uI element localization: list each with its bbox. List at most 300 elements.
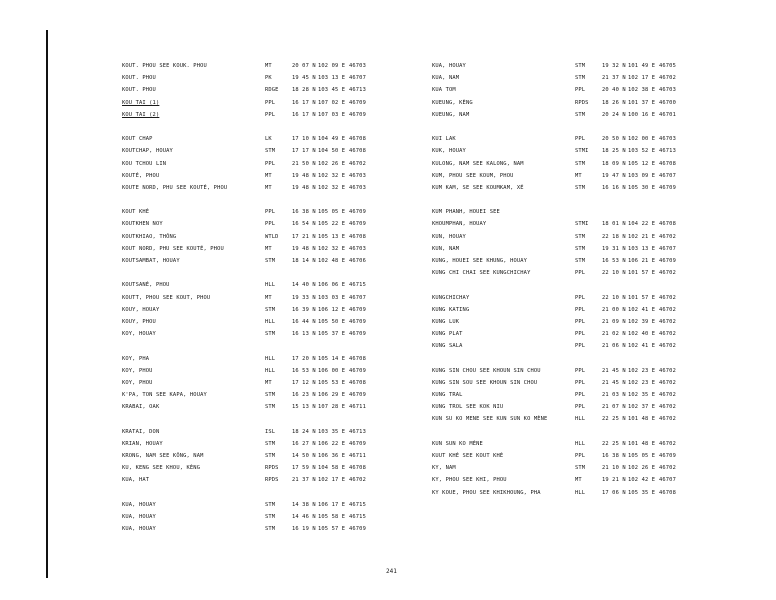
- longitude: 105 50 E: [318, 318, 346, 325]
- longitude: 106 36 E: [318, 453, 346, 459]
- feature-type: HLL: [265, 282, 276, 289]
- place-name: KUNG, HOUEI SEE KHUNG, HOUAY: [432, 258, 528, 264]
- longitude: 102 35 E: [628, 392, 656, 399]
- latitude: 18 28 N: [292, 87, 316, 94]
- map-sheet: 46702: [659, 440, 676, 447]
- place-name: KU, KENG SEE KHOU, KÈNG: [122, 465, 201, 472]
- feature-type: PPL: [575, 367, 586, 374]
- place-name: KOUY, PHOU: [122, 318, 156, 325]
- longitude: 105 14 E: [318, 355, 346, 362]
- map-sheet: 46707: [349, 75, 366, 82]
- latitude: 16 44 N: [292, 318, 316, 325]
- place-name: KUNG SIN SOU SEE KHOUN SIN CHOU: [432, 379, 538, 386]
- latitude: 22 10 N: [602, 294, 626, 301]
- longitude: 104 58 E: [318, 465, 346, 472]
- longitude: 106 12 E: [318, 306, 346, 313]
- gazetteer-entry: [432, 84, 702, 96]
- latitude: 19 32 N: [602, 63, 626, 69]
- place-name: KY KOUE, PHOU SEE KHIKHOUNG, PHA: [432, 489, 541, 496]
- place-name: KOY, PHOU: [122, 379, 153, 386]
- feature-type: STM: [265, 501, 276, 508]
- longitude: 103 13 E: [318, 75, 346, 82]
- place-name: KUN, NAM: [432, 245, 460, 252]
- gazetteer-entry: [432, 231, 702, 243]
- feature-type: STM: [575, 160, 586, 167]
- gazetteer-entry: [122, 511, 392, 523]
- latitude: 21 37 N: [602, 75, 626, 82]
- gazetteer-entry: [432, 401, 702, 413]
- gazetteer-entry: [122, 72, 392, 84]
- feature-type: STM: [575, 233, 586, 240]
- feature-type: HLL: [265, 355, 276, 362]
- place-name: KOUT. PHOU: [122, 87, 156, 94]
- map-sheet: 46709: [349, 306, 366, 313]
- longitude: 102 26 E: [628, 465, 656, 472]
- entry-group-gap: [432, 279, 702, 291]
- feature-type: MT: [265, 245, 272, 252]
- place-name: KHOUMPHAN, HOUAY: [432, 221, 487, 228]
- longitude: 102 32 E: [318, 184, 346, 191]
- left-margin-rule: [46, 30, 48, 578]
- map-sheet: 46703: [659, 136, 676, 143]
- place-name: KOUT. PHOU SEE KOUK. PHOU: [122, 63, 207, 69]
- longitude: 102 48 E: [318, 258, 346, 264]
- gazetteer-entry: [122, 389, 392, 401]
- map-sheet: 46703: [659, 87, 676, 94]
- longitude: 107 03 E: [318, 111, 346, 118]
- feature-type: STM: [575, 465, 586, 472]
- place-name: KOUTKHEN NOY: [122, 221, 163, 228]
- place-name: KUA, HOUAY: [122, 526, 156, 533]
- map-sheet: 46713: [349, 87, 366, 94]
- place-name: KOUY, HOUAY: [122, 306, 160, 313]
- gazetteer-entry: [432, 450, 702, 462]
- place-name: KUK, HOUAY: [432, 148, 466, 155]
- entry-group-gap: [122, 194, 392, 206]
- latitude: 17 10 N: [292, 136, 316, 143]
- latitude: 18 25 N: [602, 148, 626, 155]
- latitude: 15 13 N: [292, 404, 316, 411]
- gazetteer-entry: [432, 438, 702, 450]
- latitude: 16 38 N: [292, 209, 316, 216]
- feature-type: LK: [265, 136, 272, 143]
- feature-type: HLL: [575, 489, 586, 496]
- feature-type: STM: [265, 148, 276, 155]
- gazetteer-entry: [122, 328, 392, 340]
- longitude: 106 21 E: [628, 258, 656, 264]
- gazetteer-column-right: [432, 60, 702, 499]
- gazetteer-entry: [432, 72, 702, 84]
- map-sheet: 46702: [659, 416, 676, 423]
- entry-group-gap: [432, 426, 702, 438]
- latitude: 16 16 N: [602, 184, 626, 191]
- feature-type: PPL: [575, 453, 586, 459]
- gazetteer-entry: [122, 170, 392, 182]
- map-sheet: 46709: [659, 453, 676, 459]
- place-name: KRONG, NAM SEE KÔNG, NAM: [122, 453, 204, 459]
- place-name: KOUTT, PHOU SEE KOUT, PHOU: [122, 294, 211, 301]
- feature-type: PPL: [575, 379, 586, 386]
- latitude: 16 13 N: [292, 331, 316, 338]
- latitude: 20 24 N: [602, 111, 626, 118]
- gazetteer-entry: [122, 377, 392, 389]
- gazetteer-entry: [432, 474, 702, 486]
- gazetteer-entry: [122, 145, 392, 157]
- map-sheet: 46702: [659, 343, 676, 350]
- longitude: 102 23 E: [628, 367, 656, 374]
- longitude: 103 09 E: [628, 172, 656, 179]
- place-name: KUM, PHOU SEE KOUM, PHOU: [432, 172, 514, 179]
- latitude: 18 26 N: [602, 99, 626, 106]
- gazetteer-entry: [122, 218, 392, 230]
- feature-type: MT: [265, 184, 272, 191]
- feature-type: STM: [265, 306, 276, 313]
- longitude: 101 48 E: [628, 416, 656, 423]
- longitude: 102 41 E: [628, 343, 656, 350]
- feature-type: PPL: [575, 392, 586, 399]
- gazetteer-entry: [122, 133, 392, 145]
- longitude: 105 57 E: [318, 526, 346, 533]
- map-sheet: 46709: [349, 526, 366, 533]
- latitude: 16 27 N: [292, 440, 316, 447]
- longitude: 102 32 E: [318, 245, 346, 252]
- place-name: KUNG PLAT: [432, 331, 463, 338]
- gazetteer-entry: [432, 267, 702, 279]
- map-sheet: 46702: [659, 318, 676, 325]
- map-sheet: 46703: [349, 245, 366, 252]
- place-name: KUA, HOUAY: [432, 63, 466, 69]
- gazetteer-entry: [432, 377, 702, 389]
- feature-type: STM: [265, 392, 276, 399]
- place-name: KUN, HOUAY: [432, 233, 466, 240]
- feature-type: HLL: [265, 318, 276, 325]
- feature-type: MT: [265, 294, 272, 301]
- place-name: KOUTSAMBAT, HOUAY: [122, 258, 180, 264]
- place-name: KOUTKHIAO, THÔNG: [122, 233, 177, 240]
- map-sheet: 46707: [349, 294, 366, 301]
- gazetteer-entry: [122, 97, 392, 109]
- map-sheet: 46708: [659, 489, 676, 496]
- latitude: 14 46 N: [292, 513, 316, 520]
- feature-type: RPDS: [265, 465, 279, 472]
- gazetteer-entry: [122, 243, 392, 255]
- place-name: KUA, HAT: [122, 477, 150, 484]
- map-sheet: 46702: [659, 294, 676, 301]
- gazetteer-entry: [122, 279, 392, 291]
- map-sheet: 46709: [349, 209, 366, 216]
- map-sheet: 46703: [349, 63, 366, 69]
- longitude: 102 37 E: [628, 404, 656, 411]
- map-sheet: 46700: [659, 99, 676, 106]
- map-sheet: 46707: [659, 245, 676, 252]
- feature-type: PPL: [265, 160, 276, 167]
- place-name: KOUTCHAP, HOUAY: [122, 148, 173, 155]
- feature-type: STM: [265, 526, 276, 533]
- entry-group-gap: [432, 194, 702, 206]
- feature-type: STM: [575, 111, 586, 118]
- feature-type: RPDS: [265, 477, 279, 484]
- gazetteer-entry: [432, 340, 702, 352]
- map-sheet: 46709: [659, 184, 676, 191]
- map-sheet: 46713: [659, 148, 676, 155]
- latitude: 19 31 N: [602, 245, 626, 252]
- place-name: KOUTSANÉ, PHOU: [122, 282, 170, 289]
- feature-type: PPL: [575, 306, 586, 313]
- latitude: 22 18 N: [602, 233, 626, 240]
- feature-type: STM: [265, 453, 276, 459]
- place-name: KRATAI, DON: [122, 428, 160, 435]
- feature-type: WTLD: [265, 233, 279, 240]
- place-name: KOY, PHOU: [122, 367, 153, 374]
- latitude: 19 21 N: [602, 477, 626, 484]
- longitude: 106 06 E: [318, 282, 346, 289]
- latitude: 16 17 N: [292, 99, 316, 106]
- latitude: 22 10 N: [602, 270, 626, 277]
- place-name: KOUT. PHOU: [122, 75, 156, 82]
- place-name: KUNG CHI CHAI SEE KUNGCHICHAY: [432, 270, 531, 277]
- place-name: KOUTÉ, PHOU: [122, 172, 160, 179]
- feature-type: PPL: [575, 343, 586, 350]
- latitude: 17 21 N: [292, 233, 316, 240]
- map-sheet: 46708: [349, 465, 366, 472]
- longitude: 102 41 E: [628, 306, 656, 313]
- gazetteer-entry: [122, 365, 392, 377]
- map-sheet: 46715: [349, 501, 366, 508]
- gazetteer-entry: [432, 97, 702, 109]
- map-sheet: 46702: [659, 392, 676, 399]
- map-sheet: 46703: [349, 172, 366, 179]
- longitude: 104 22 E: [628, 221, 656, 228]
- gazetteer-entry: [122, 231, 392, 243]
- longitude: 102 23 E: [628, 379, 656, 386]
- gazetteer-entry: [122, 316, 392, 328]
- feature-type: STM: [575, 75, 586, 82]
- longitude: 104 50 E: [318, 148, 346, 155]
- latitude: 17 12 N: [292, 379, 316, 386]
- feature-type: RDGE: [265, 87, 279, 94]
- feature-type: MT: [575, 172, 582, 179]
- longitude: 105 22 E: [318, 221, 346, 228]
- place-name: KOUT NORD, PHU SEE KOUTÉ, PHOU: [122, 245, 224, 252]
- gazetteer-entry: [432, 182, 702, 194]
- feature-type: PPL: [575, 404, 586, 411]
- gazetteer-entry: [432, 133, 702, 145]
- latitude: 16 17 N: [292, 111, 316, 118]
- latitude: 18 01 N: [602, 221, 626, 228]
- place-name: KOY, PHA: [122, 355, 150, 362]
- place-name: KUNGCHICHAY: [432, 294, 470, 301]
- longitude: 102 26 E: [318, 160, 346, 167]
- place-name: KRABAI, OAK: [122, 404, 160, 411]
- feature-type: MT: [575, 477, 582, 484]
- place-name: KOUTE NORD, PHU SEE KOUTÉ, PHOU: [122, 184, 228, 191]
- gazetteer-entry: [432, 218, 702, 230]
- place-name: KUI LAK: [432, 136, 456, 143]
- longitude: 107 28 E: [318, 404, 346, 411]
- latitude: 16 53 N: [602, 258, 626, 264]
- map-sheet: 46708: [349, 379, 366, 386]
- latitude: 16 23 N: [292, 392, 316, 399]
- place-name: KRIAN, HOUAY: [122, 440, 163, 447]
- latitude: 16 39 N: [292, 306, 316, 313]
- latitude: 21 07 N: [602, 404, 626, 411]
- place-name: KOUT KHÉ: [122, 209, 150, 216]
- longitude: 106 29 E: [318, 392, 346, 399]
- latitude: 21 10 N: [602, 465, 626, 472]
- map-sheet: 46702: [659, 404, 676, 411]
- place-name: KULONG, NAM SEE KALONG, NAM: [432, 160, 524, 167]
- longitude: 105 13 E: [318, 233, 346, 240]
- latitude: 18 14 N: [292, 258, 316, 264]
- place-name: KUNG SALA: [432, 343, 463, 350]
- gazetteer-entry: [122, 292, 392, 304]
- map-sheet: 46708: [349, 355, 366, 362]
- longitude: 102 38 E: [628, 87, 656, 94]
- entry-group-gap: [122, 267, 392, 279]
- longitude: 101 49 E: [628, 63, 656, 69]
- map-sheet: 46702: [659, 306, 676, 313]
- feature-type: STM: [265, 513, 276, 520]
- feature-type: PPL: [265, 99, 276, 106]
- map-sheet: 46705: [659, 63, 676, 69]
- gazetteer-entry: [122, 206, 392, 218]
- entry-group-gap: [122, 340, 392, 352]
- longitude: 106 22 E: [318, 440, 346, 447]
- longitude: 102 17 E: [318, 477, 346, 484]
- place-name: KOU TAI (1): [122, 99, 160, 106]
- gazetteer-entry: [432, 304, 702, 316]
- place-name: KUEUNG, KÈNG: [432, 99, 473, 106]
- map-sheet: 46708: [659, 221, 676, 228]
- longitude: 102 39 E: [628, 318, 656, 325]
- map-sheet: 46702: [659, 367, 676, 374]
- latitude: 18 24 N: [292, 428, 316, 435]
- map-sheet: 46702: [659, 379, 676, 386]
- place-name: KOUT CHAP: [122, 136, 153, 143]
- latitude: 18 09 N: [602, 160, 626, 167]
- gazetteer-entry: [122, 499, 392, 511]
- place-name: KY, PHOU SEE KHI, PHOU: [432, 477, 507, 484]
- latitude: 20 07 N: [292, 63, 316, 69]
- longitude: 106 17 E: [318, 501, 346, 508]
- latitude: 19 33 N: [292, 294, 316, 301]
- place-name: KUA, HOUAY: [122, 501, 156, 508]
- latitude: 21 00 N: [602, 306, 626, 313]
- latitude: 17 17 N: [292, 148, 316, 155]
- longitude: 101 48 E: [628, 440, 656, 447]
- latitude: 16 38 N: [602, 453, 626, 459]
- feature-type: STM: [575, 184, 586, 191]
- map-sheet: 46707: [659, 477, 676, 484]
- gazetteer-column-left: [122, 60, 392, 535]
- map-sheet: 46709: [349, 440, 366, 447]
- latitude: 21 06 N: [602, 343, 626, 350]
- map-sheet: 46702: [659, 75, 676, 82]
- feature-type: PPL: [265, 209, 276, 216]
- latitude: 19 48 N: [292, 184, 316, 191]
- map-sheet: 46708: [349, 233, 366, 240]
- feature-type: STM: [575, 258, 586, 264]
- place-name: KUUT KHÉ SEE KOUT KHÉ: [432, 453, 504, 459]
- gazetteer-entry: [122, 84, 392, 96]
- longitude: 105 05 E: [318, 209, 346, 216]
- entry-group-gap: [122, 121, 392, 133]
- feature-type: ISL: [265, 428, 276, 435]
- place-name: KUN SUN KO MÈNE: [432, 440, 483, 447]
- feature-type: PPL: [575, 318, 586, 325]
- feature-type: PPL: [575, 270, 586, 277]
- longitude: 103 45 E: [318, 87, 346, 94]
- gazetteer-entry: [122, 182, 392, 194]
- map-sheet: 46706: [349, 258, 366, 264]
- place-name: KUNG TROL SEE KOK NIU: [432, 404, 504, 411]
- feature-type: PPL: [265, 221, 276, 228]
- latitude: 14 38 N: [292, 501, 316, 508]
- latitude: 20 40 N: [602, 87, 626, 94]
- longitude: 100 16 E: [628, 111, 656, 118]
- entry-group-gap: [432, 121, 702, 133]
- latitude: 19 48 N: [292, 172, 316, 179]
- latitude: 16 53 N: [292, 367, 316, 374]
- map-sheet: 46703: [349, 184, 366, 191]
- latitude: 14 50 N: [292, 453, 316, 459]
- longitude: 107 02 E: [318, 99, 346, 106]
- map-sheet: 46702: [349, 160, 366, 167]
- gazetteer-entry: [122, 255, 392, 267]
- feature-type: STMI: [575, 221, 589, 228]
- feature-type: STM: [575, 245, 586, 252]
- map-sheet: 46702: [659, 233, 676, 240]
- latitude: 22 25 N: [602, 416, 626, 423]
- entry-group-gap: [122, 413, 392, 425]
- longitude: 106 00 E: [318, 367, 346, 374]
- latitude: 21 45 N: [602, 379, 626, 386]
- gazetteer-entry: [432, 255, 702, 267]
- feature-type: PK: [265, 75, 272, 82]
- map-sheet: 46701: [659, 111, 676, 118]
- latitude: 21 02 N: [602, 331, 626, 338]
- longitude: 103 13 E: [628, 245, 656, 252]
- gazetteer-entry: [432, 389, 702, 401]
- gazetteer-entry: [432, 158, 702, 170]
- feature-type: MT: [265, 172, 272, 179]
- feature-type: HLL: [265, 367, 276, 374]
- gazetteer-entry: [122, 438, 392, 450]
- feature-type: HLL: [575, 416, 586, 423]
- feature-type: HLL: [575, 440, 586, 447]
- longitude: 102 00 E: [628, 136, 656, 143]
- place-name: KUNG SIN CHOU SEE KHOUN SIN CHOU: [432, 367, 541, 374]
- gazetteer-entry: [432, 413, 702, 425]
- latitude: 21 03 N: [602, 392, 626, 399]
- place-name: KUM KAM, SE SEE KOUMKAM, XÉ: [432, 184, 524, 191]
- latitude: 21 45 N: [602, 367, 626, 374]
- map-sheet: 46702: [659, 331, 676, 338]
- feature-type: PPL: [575, 136, 586, 143]
- longitude: 101 57 E: [628, 270, 656, 277]
- gazetteer-entry: [432, 328, 702, 340]
- latitude: 17 20 N: [292, 355, 316, 362]
- map-sheet: 46709: [349, 331, 366, 338]
- latitude: 16 54 N: [292, 221, 316, 228]
- gazetteer-entry: [432, 60, 702, 72]
- map-sheet: 46715: [349, 282, 366, 289]
- longitude: 103 35 E: [318, 428, 346, 435]
- feature-type: STM: [265, 331, 276, 338]
- gazetteer-entry: [122, 353, 392, 365]
- gazetteer-entry: [122, 109, 392, 121]
- feature-type: STM: [575, 63, 586, 69]
